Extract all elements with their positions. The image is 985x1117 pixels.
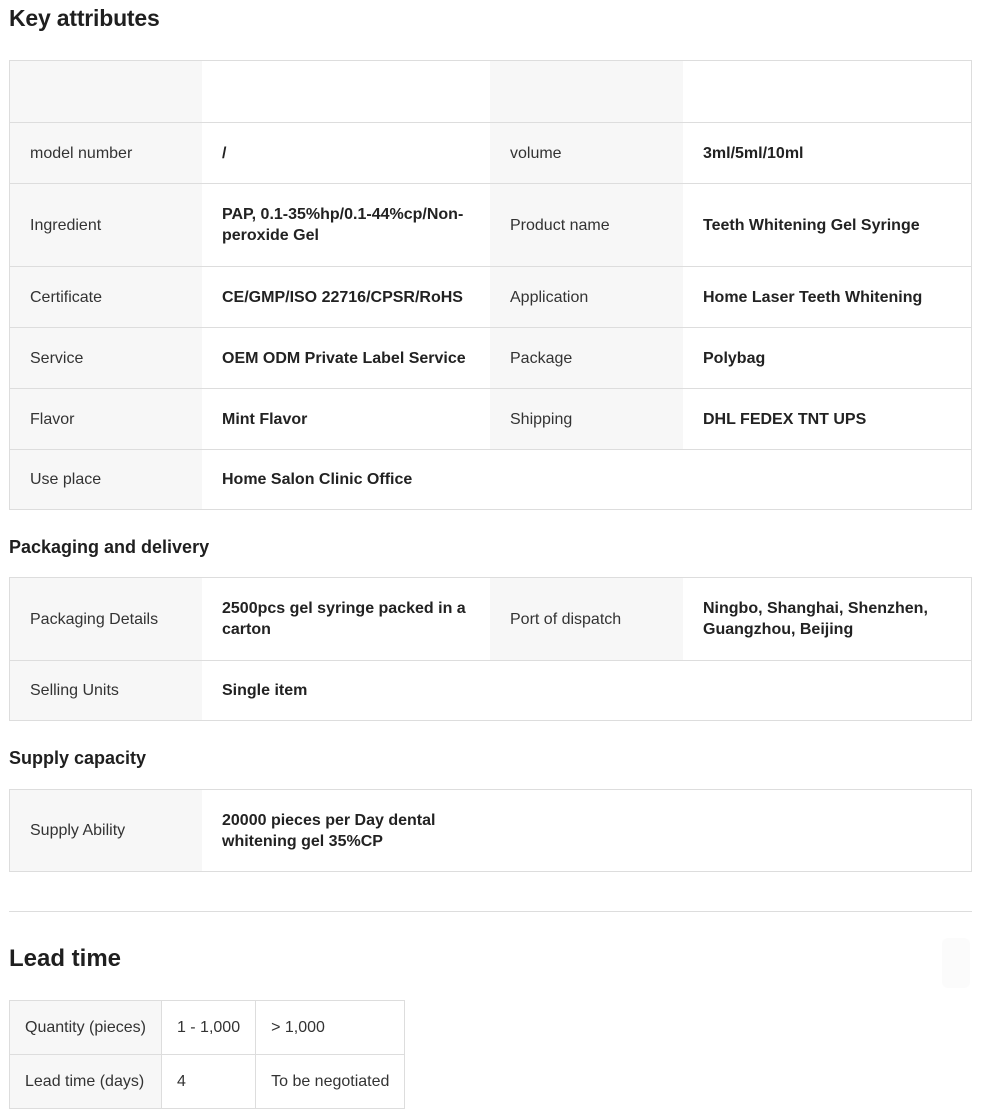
packaging-title: Packaging and delivery [9,537,210,557]
placeholder-cell [490,61,683,122]
table-row-placeholder [10,61,971,122]
attr-value: / [222,144,227,162]
empty-cell [490,661,683,720]
table-row [10,660,971,720]
attr-key: Package [490,328,683,388]
placeholder-cell [10,61,202,122]
attr-value: Home Laser Teeth Whitening [703,288,923,306]
attr-key: volume [490,123,683,183]
table-row [10,266,971,327]
attr-key: Selling Units [10,661,202,720]
table-row [10,578,971,660]
floating-widget [942,938,970,988]
lead-time-cell: 4 [161,1055,255,1109]
quantity-label: Quantity (pieces) [10,1001,162,1055]
attr-key: Supply Ability [10,790,202,871]
table-row [10,1001,405,1055]
key-attributes-table [9,60,972,510]
supply-title: Supply capacity [9,748,147,768]
attr-value: Teeth Whitening Gel Syringe [703,216,920,234]
empty-cell [490,790,683,871]
section-divider [9,911,972,912]
table-row [10,183,971,266]
table-row [10,388,971,449]
attr-value: 20000 pieces per Day dental whitening gel 35%CP [222,811,436,850]
lead-time-cell: To be negotiated [256,1055,405,1109]
attr-value: CE/GMP/ISO 22716/CPSR/RoHS [222,288,463,306]
packaging-table [9,577,972,721]
attr-value: OEM ODM Private Label Service [222,349,466,367]
attr-key: Certificate [10,267,202,327]
attr-key: Flavor [10,389,202,449]
empty-cell [490,450,683,509]
attr-key: Shipping [490,389,683,449]
attr-key: Use place [10,450,202,509]
supply-table [9,789,972,872]
placeholder-cell [683,61,971,122]
table-row [10,449,971,509]
attr-key: model number [10,123,202,183]
attr-value: Single item [222,682,308,699]
table-row [10,790,971,871]
lead-time-table [9,1000,405,1109]
attr-value: Polybag [703,349,766,367]
empty-cell [683,450,971,509]
attr-value: 3ml/5ml/10ml [703,144,804,162]
key-attributes-title: Key attributes [9,5,160,31]
attr-value: Ningbo, Shanghai, Shenzhen, Guangzhou, Beijing [703,600,928,638]
table-row [10,1055,405,1109]
empty-cell [683,661,971,720]
attr-value: Home Salon Clinic Office [222,471,413,488]
attr-key: Packaging Details [10,578,202,660]
table-row [10,122,971,183]
placeholder-cell [202,61,490,122]
attr-key: Ingredient [10,184,202,266]
attr-value: 2500pcs gel syringe packed in a carton [222,600,466,638]
quantity-cell: > 1,000 [256,1001,405,1055]
attr-key: Application [490,267,683,327]
attr-value: PAP, 0.1-35%hp/0.1-44%cp/Non-peroxide Gel [222,206,464,244]
quantity-cell: 1 - 1,000 [161,1001,255,1055]
table-row [10,327,971,388]
attr-key: Service [10,328,202,388]
attr-key: Product name [490,184,683,266]
lead-time-title: Lead time [9,945,122,972]
lead-time-label: Lead time (days) [10,1055,162,1109]
attr-value: Mint Flavor [222,410,308,428]
attr-value: DHL FEDEX TNT UPS [703,410,867,428]
attr-key: Port of dispatch [490,578,683,660]
empty-cell [683,790,971,871]
